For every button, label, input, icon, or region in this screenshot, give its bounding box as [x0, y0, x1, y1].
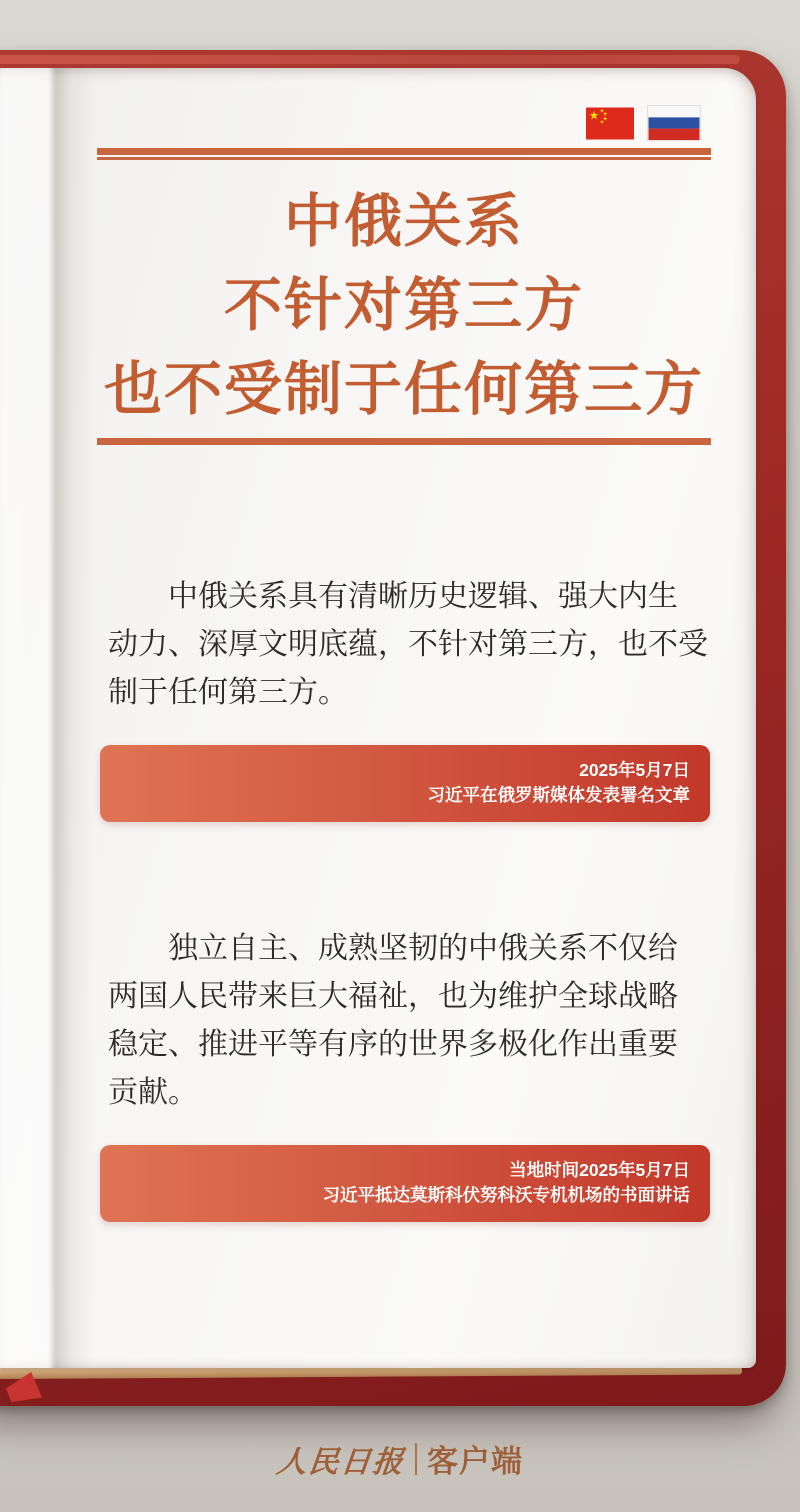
title-underline-rule — [97, 438, 711, 445]
brand-divider — [415, 1443, 417, 1475]
quote-line: 独立自主、成熟坚韧的中俄关系不仅给 — [168, 932, 678, 965]
title-line-1: 中俄关系 — [283, 189, 524, 254]
quote-line: 贡献。 — [108, 1076, 198, 1109]
quote-line: 稳定、推进平等有序的世界多极化作出重要 — [108, 1028, 678, 1061]
header-rule — [97, 148, 711, 160]
source-description: 习近平在俄罗斯媒体发表署名文章 — [427, 785, 690, 805]
poster-title — [97, 180, 711, 432]
russia-flag-icon — [648, 106, 700, 140]
book-page — [0, 68, 756, 1368]
quote-line: 动力、深厚文明底蕴，不针对第三方，也不受 — [108, 628, 708, 661]
quote-paragraph-1 — [108, 573, 736, 717]
source-banner-2 — [100, 1145, 710, 1222]
cover-sheen — [0, 55, 740, 64]
flags-row — [586, 106, 700, 140]
title-line-2: 不针对第三方 — [223, 273, 584, 338]
source-date: 2025年5月7日 — [579, 760, 690, 780]
footer-brand — [0, 1436, 800, 1481]
source-description: 习近平抵达莫斯科伏努科沃专机机场的书面讲话 — [322, 1185, 690, 1205]
brand-suffix-label: 客户端 — [427, 1444, 523, 1479]
quote-line: 制于任何第三方。 — [108, 676, 348, 709]
source-banner-1 — [100, 745, 710, 822]
source-date: 当地时间2025年5月7日 — [509, 1160, 690, 1180]
quote-paragraph-2 — [108, 925, 736, 1117]
quote-line: 中俄关系具有清晰历史逻辑、强大内生 — [168, 580, 678, 613]
title-line-3: 也不受制于任何第三方 — [103, 357, 704, 422]
quote-line: 两国人民带来巨大福祉，也为维护全球战略 — [108, 980, 678, 1013]
people-daily-script-logo: 人民日报 — [274, 1445, 407, 1479]
china-flag-icon — [586, 107, 634, 140]
